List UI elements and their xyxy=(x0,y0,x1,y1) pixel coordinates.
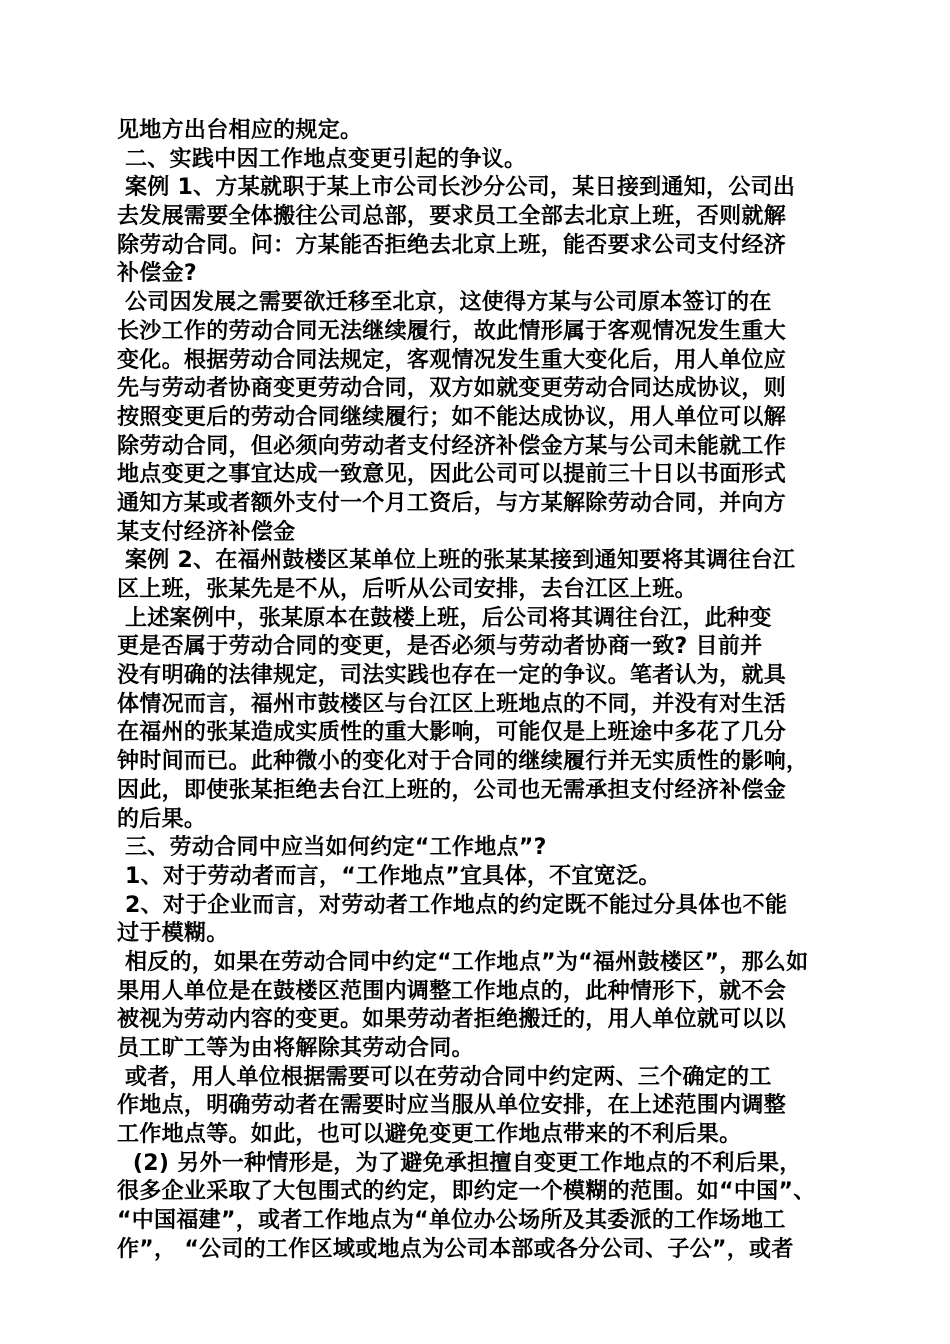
text-line: 变化。根据劳动合同法规定，客观情况发生重大变化后，用人单位应 xyxy=(117,347,787,373)
text-line: (2) 另外一种情形是，为了避免承担擅自变更工作地点的不利后果， xyxy=(117,1150,802,1176)
text-line: 果用人单位是在鼓楼区范围内调整工作地点的，此种情形下，就不会 xyxy=(117,978,787,1004)
text-line: 除劳动合同，但必须向劳动者支付经济补偿金方某与公司未能就工作 xyxy=(117,433,787,459)
text-line: 1、对于劳动者而言，“工作地点”宜具体，不宜宽泛。 xyxy=(117,863,661,889)
text-line: 案例 1、方某就职于某上市公司长沙分公司，某日接到通知，公司出 xyxy=(117,175,796,201)
text-line: 作”， “公司的工作区域或地点为公司本部或各分公司、子公”，或者 xyxy=(117,1236,794,1262)
text-line: 上述案例中，张某原本在鼓楼上班，后公司将其调往台江，此种变 xyxy=(117,605,772,631)
text-line: 没有明确的法律规定，司法实践也存在一定的争议。笔者认为，就具 xyxy=(117,663,787,689)
text-line: 被视为劳动内容的变更。如果劳动者拒绝搬迁的，用人单位就可以以 xyxy=(117,1007,787,1033)
text-line: 通知方某或者额外支付一个月工资后，与方某解除劳动合同，并向方 xyxy=(117,490,787,516)
text-line: 作地点，明确劳动者在需要时应当服从单位安排，在上述范围内调整 xyxy=(117,1093,787,1119)
text-line: 在福州的张某造成实质性的重大影响，可能仅是上班途中多花了几分 xyxy=(117,720,787,746)
text-line: 三、劳动合同中应当如何约定“工作地点”? xyxy=(117,835,547,861)
text-line: 案例 2、在福州鼓楼区某单位上班的张某某接到通知要将其调往台江 xyxy=(117,548,796,574)
text-line: 钟时间而已。此种微小的变化对于合同的继续履行并无实质性的影响， xyxy=(117,749,809,775)
text-line: 公司因发展之需要欲迁移至北京，这使得方某与公司原本签订的在 xyxy=(117,290,772,316)
text-line: 因此，即使张某拒绝去台江上班的，公司也无需承担支付经济补偿金 xyxy=(117,777,787,803)
text-line: 员工旷工等为由将解除其劳动合同。 xyxy=(117,1036,474,1061)
text-line: 2、对于企业而言，对劳动者工作地点的约定既不能过分具体也不能 xyxy=(117,892,788,918)
text-line: 很多企业采取了大包围式的约定，即约定一个模糊的范围。如“中国”、 xyxy=(117,1179,816,1205)
text-line: 地点变更之事宜达成一致意见，因此公司可以提前三十日以书面形式 xyxy=(117,462,787,488)
text-line: 或者，用人单位根据需要可以在劳动合同中约定两、三个确定的工 xyxy=(117,1064,772,1090)
document-body xyxy=(117,117,847,1265)
text-line: 相反的，如果在劳动合同中约定“工作地点”为“福州鼓楼区”，那么如 xyxy=(117,949,809,975)
text-line: 区上班，张某先是不从，后听从公司安排，去台江区上班。 xyxy=(117,577,697,602)
text-line: 更是否属于劳动合同的变更，是否必须与劳动者协商一致? 目前并 xyxy=(117,634,763,660)
text-line: 按照变更后的劳动合同继续履行；如不能达成协议，用人单位可以解 xyxy=(117,404,787,430)
text-line: 去发展需要全体搬往公司总部，要求员工全部去北京上班，否则就解 xyxy=(117,204,787,230)
text-line: 先与劳动者协商变更劳动合同，双方如就变更劳动合同达成协议，则 xyxy=(117,376,787,402)
text-line: 工作地点等。如此，也可以避免变更工作地点带来的不利后果。 xyxy=(117,1122,742,1148)
text-line: 除劳动合同。问：方某能否拒绝去北京上班，能否要求公司支付经济 xyxy=(117,232,787,258)
text-line: 的后果。 xyxy=(117,806,207,832)
text-line: 某支付经济补偿金 xyxy=(117,519,296,545)
text-line: “中国福建”，或者工作地点为“单位办公场所及其委派的工作场地工 xyxy=(117,1208,786,1234)
text-line: 体情况而言，福州市鼓楼区与台江区上班地点的不同，并没有对生活 xyxy=(117,691,787,717)
text-line: 见地方出台相应的规定。 xyxy=(117,118,363,143)
text-line: 补偿金? xyxy=(117,261,197,287)
text-line: 过于模糊。 xyxy=(117,921,229,947)
text-line: 二、实践中因工作地点变更引起的争议。 xyxy=(117,146,527,172)
text-line: 长沙工作的劳动合同无法继续履行，故此情形属于客观情况发生重大 xyxy=(117,318,787,344)
